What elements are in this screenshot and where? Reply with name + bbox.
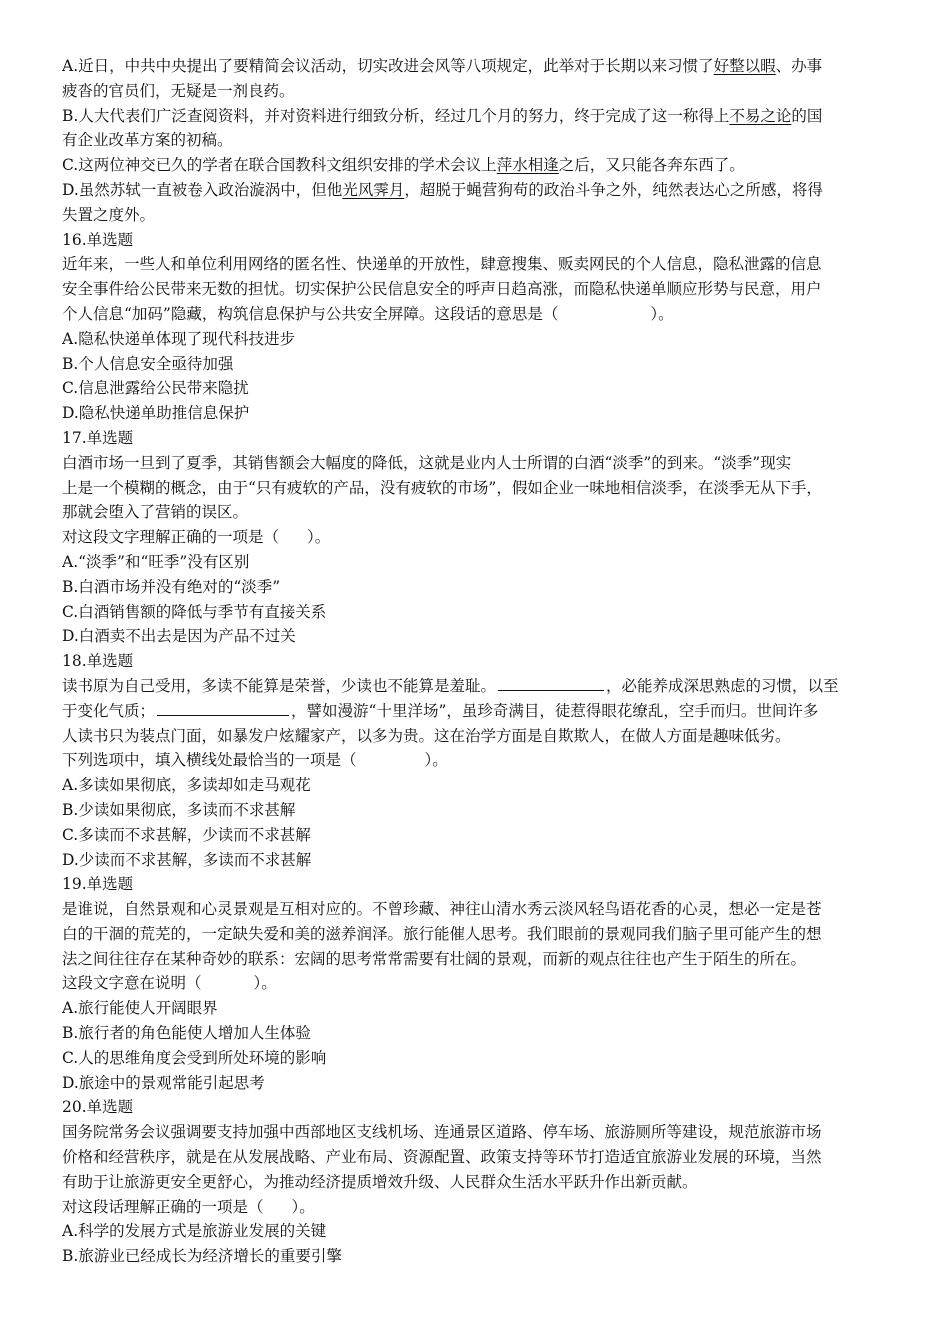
q20-stem-line3: 有助于让旅游更安全更舒心，为推动经济提质增效升级、人民群众生活水平跃升作出新贡献。 xyxy=(62,1172,698,1191)
q15-option-d-line2: 失置之度外。 xyxy=(62,205,156,224)
q17-header: 17.单选题 xyxy=(62,428,134,447)
underlined-idiom: 好整以暇 xyxy=(713,57,776,75)
q16-option-c[interactable]: C.信息泄露给公民带来隐扰 xyxy=(62,379,249,398)
underlined-idiom: 光风霁月 xyxy=(342,180,405,199)
q18-stem-line2: 于变化气质； ，譬如漫游“十里洋场”，虽珍奇满目，徒惹得眼花缭乱，空手而归。世间许多 xyxy=(62,701,819,720)
q18-option-c[interactable]: C.多读而不求甚解，少读而不求甚解 xyxy=(62,825,311,844)
q18-option-d[interactable]: D.少读而不求甚解，多读而不求甚解 xyxy=(62,850,312,869)
q18-option-a[interactable]: A.多读如果彻底，多读却如走马观花 xyxy=(62,776,311,795)
q20-stem-line2: 价格和经营秩序，就是在从发展战略、产业布局、资源配置、政策支持等环节打造适宜旅游业发展的环境，当然 xyxy=(62,1148,822,1167)
fill-blank-2[interactable] xyxy=(157,700,289,716)
q19-option-a[interactable]: A.旅行能使人开阔眼界 xyxy=(62,999,218,1018)
q18-stem-line3: 人读书只为装点门面，如暴发户炫耀家产，以多为贵。这在治学方面是自欺欺人，在做人方面是趣味低劣。 xyxy=(62,726,791,745)
q16-option-a[interactable]: A.隐私快递单体现了现代科技进步 xyxy=(62,329,296,348)
q20-option-b[interactable]: B.旅游业已经成长为经济增长的重要引擎 xyxy=(62,1247,342,1266)
q16-option-b[interactable]: B.个人信息安全亟待加强 xyxy=(62,354,234,373)
q19-header: 19.单选题 xyxy=(62,875,134,894)
underlined-idiom: 不易之论 xyxy=(729,106,792,125)
q16-stem-line3: 个人信息“加码”隐藏，构筑信息保护与公共安全屏障。这段话的意思是（ ）。 xyxy=(62,304,674,323)
q16-option-d[interactable]: D.隐私快递单助推信息保护 xyxy=(62,404,250,423)
q19-option-c[interactable]: C.人的思维角度会受到所处环境的影响 xyxy=(62,1048,327,1067)
q15-option-a-line2: 疲沓的官员们，无疑是一剂良药。 xyxy=(62,81,295,100)
q19-stem-line3: 法之间往往存在某种奇妙的联系：宏阔的思考常常需要有壮阔的景观，而新的观点往往也产生于陌生的所在。 xyxy=(62,949,807,968)
q16-stem-line1: 近年来，一些人和单位利用网络的匿名性、快递单的开放性，肆意搜集、贩卖网民的个人信息，隐私泄露的信息 xyxy=(62,255,822,274)
q17-stem-line2: 上是一个模糊的概念，由于“只有疲软的产品，没有疲软的市场”，假如企业一味地相信淡季，在淡季无从下手， xyxy=(62,478,822,497)
q17-option-d[interactable]: D.白酒卖不出去是因为产品不过关 xyxy=(62,627,296,646)
q19-option-d[interactable]: D.旅途中的景观常能引起思考 xyxy=(62,1073,265,1092)
q16-header: 16.单选题 xyxy=(62,230,134,249)
underlined-idiom: 萍水相逢 xyxy=(496,156,559,175)
q19-stem-line2: 白的干涸的荒芜的，一定缺失爱和美的滋养润泽。旅行能催人思考。我们眼前的景观同我们脑子里可能产生的想 xyxy=(62,924,822,943)
q15-option-a-line1[interactable]: A.近日，中共中央提出了要精简会议活动，切实改进会风等八项规定，此举对于长期以来习惯了好整以暇、办事 xyxy=(62,57,823,75)
q18-option-b[interactable]: B.少读如果彻底，多读而不求甚解 xyxy=(62,800,296,819)
q18-header: 18.单选题 xyxy=(62,652,134,671)
q17-option-c[interactable]: C.白酒销售额的降低与季节有直接关系 xyxy=(62,602,327,621)
fill-blank-1[interactable] xyxy=(498,675,604,691)
q18-question: 下列选项中，填入横线处最恰当的一项是（ ）。 xyxy=(62,751,448,770)
q17-question: 对这段文字理解正确的一项是（ ）。 xyxy=(62,528,331,547)
q18-stem-line1: 读书原为自己受用，多读不能算是荣誉，少读也不能算是羞耻。 ，必能养成深思熟虑的习惯，以至 xyxy=(62,676,839,695)
q15-option-b-line1[interactable]: B.人大代表们广泛查阅资料，并对资料进行细致分析，经过几个月的努力，终于完成了这一称得上不易之论的国 xyxy=(62,106,823,125)
q15-option-b-line2: 有企业改革方案的初稿。 xyxy=(62,131,233,150)
q20-header: 20.单选题 xyxy=(62,1098,134,1117)
q15-option-d-line1[interactable]: D.虽然苏轼一直被卷入政治漩涡中，但他光风霁月，超脱于蝇营狗苟的政治斗争之外，纯然表达心之所感，将得 xyxy=(62,180,823,199)
q17-stem-line3: 那就会堕入了营销的误区。 xyxy=(62,503,249,522)
q19-question: 这段文字意在说明（ ）。 xyxy=(62,974,277,993)
q19-stem-line1: 是谁说，自然景观和心灵景观是互相对应的。不曾珍藏、神往山清水秀云淡风轻鸟语花香的心灵，想必一定是苍 xyxy=(62,900,822,919)
q20-question: 对这段话理解正确的一项是（ ）。 xyxy=(62,1197,315,1216)
q17-option-b[interactable]: B.白酒市场并没有绝对的“淡季” xyxy=(62,577,281,596)
q20-option-a[interactable]: A.科学的发展方式是旅游业发展的关键 xyxy=(62,1222,327,1241)
q20-stem-line1: 国务院常务会议强调要支持加强中西部地区支线机场、连通景区道路、停车场、旅游厕所等建设，规范旅游市场 xyxy=(62,1123,822,1142)
q16-stem-line2: 安全事件给公民带来无数的担忧。切实保护公民信息安全的呼声日趋高涨，而隐私快递单顺应形势与民意，用户 xyxy=(62,280,822,299)
q15-option-c[interactable]: C.这两位神交已久的学者在联合国教科文组织安排的学术会议上萍水相逢之后，又只能各奔东西了。 xyxy=(62,156,745,175)
q17-stem-line1: 白酒市场一旦到了夏季，其销售额会大幅度的降低，这就是业内人士所谓的白酒“淡季”的到来。“淡季”现实 xyxy=(62,453,792,472)
q17-option-a[interactable]: A.“淡季”和“旺季”没有区别 xyxy=(62,552,250,571)
q19-option-b[interactable]: B.旅行者的角色能使人增加人生体验 xyxy=(62,1024,311,1043)
